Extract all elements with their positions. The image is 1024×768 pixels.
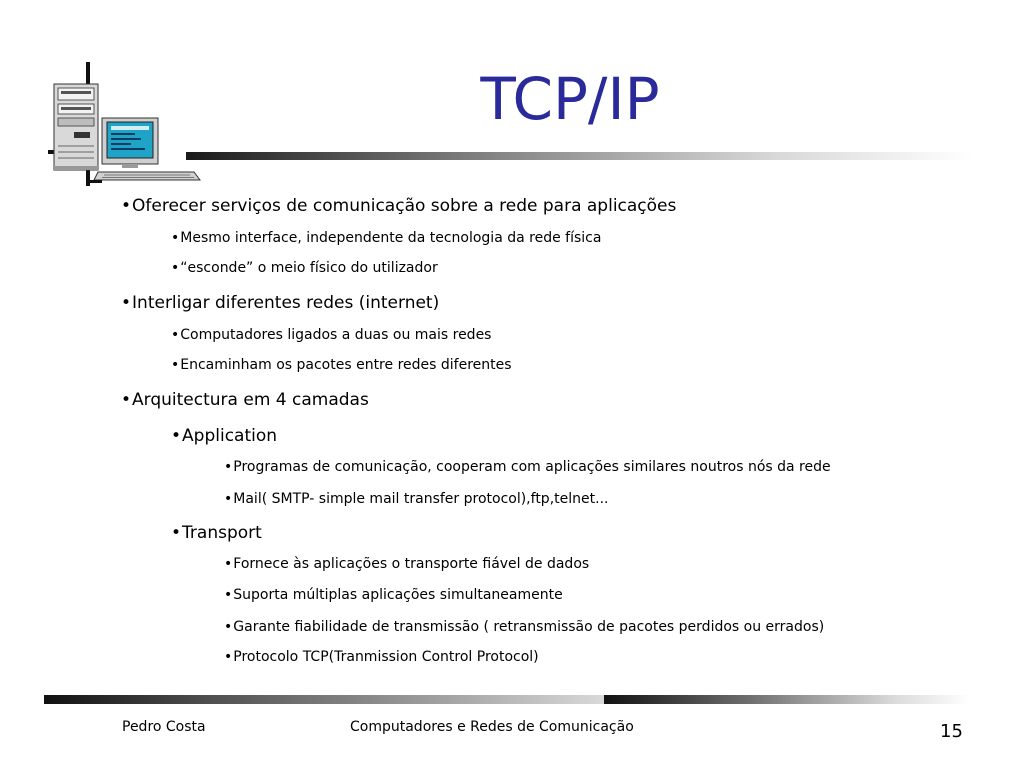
bullet-marker: • [224, 619, 233, 635]
bullet-item [224, 587, 563, 603]
bullet-marker: • [171, 426, 182, 446]
bullet-text: Suporta múltiplas aplicações simultaneamente [233, 587, 563, 603]
bullet-item [224, 649, 539, 665]
bullet-item [171, 327, 491, 343]
bullet-marker: • [121, 196, 132, 216]
bullet-text: Protocolo TCP(Tranmission Control Protocol) [233, 649, 539, 665]
bullet-item [224, 619, 824, 635]
bullet-text: Arquitectura em 4 camadas [132, 390, 369, 410]
footer-rule-left [44, 695, 604, 704]
bullet-text: Garante fiabilidade de transmissão ( retransmissão de pacotes perdidos ou errados) [233, 619, 825, 635]
bullet-marker: • [224, 649, 233, 665]
bullet-item [171, 230, 601, 246]
bullet-item [121, 293, 439, 313]
bullet-text: Mail( SMTP- simple mail transfer protocol),ftp,telnet... [233, 491, 609, 507]
bullet-text: Programas de comunicação, cooperam com aplicações similares noutros nós da rede [233, 459, 831, 475]
bullet-item [121, 390, 369, 410]
bullet-marker: • [171, 357, 180, 373]
bullet-marker: • [224, 587, 233, 603]
page-number: 15 [940, 721, 963, 742]
bullet-item [171, 523, 262, 543]
bullet-item [121, 196, 676, 216]
bullet-marker: • [121, 390, 132, 410]
bullet-marker: • [171, 523, 182, 543]
bullet-marker: • [171, 327, 180, 343]
bullet-text: Transport [182, 523, 262, 543]
computer-illustration [44, 62, 204, 188]
bullet-text: “esconde” o meio físico do utilizador [180, 260, 438, 276]
footer-rule-right [604, 695, 970, 704]
bullet-item [224, 491, 608, 507]
bullet-text: Interligar diferentes redes (internet) [132, 293, 440, 313]
bullet-text: Oferecer serviços de comunicação sobre a rede para aplicações [132, 196, 677, 216]
bullet-marker: • [171, 230, 180, 246]
bullet-marker: • [224, 556, 233, 572]
title-rule [186, 152, 972, 160]
bullet-text: Application [182, 426, 278, 446]
bullet-item [171, 426, 277, 446]
bullet-marker: • [121, 293, 132, 313]
bullet-marker: • [224, 491, 233, 507]
bullet-item [224, 459, 831, 475]
bullet-item [171, 357, 512, 373]
footer-author: Pedro Costa [122, 719, 206, 735]
slide-title: TCP/IP [480, 65, 660, 133]
bullet-item [224, 556, 589, 572]
bullet-marker: • [171, 260, 180, 276]
bullet-marker: • [224, 459, 233, 475]
bullet-text: Mesmo interface, independente da tecnologia da rede física [180, 230, 602, 246]
bullet-text: Computadores ligados a duas ou mais redes [180, 327, 492, 343]
bullet-text: Fornece às aplicações o transporte fiável de dados [233, 556, 590, 572]
bullet-text: Encaminham os pacotes entre redes diferentes [180, 357, 512, 373]
bullet-item [171, 260, 438, 276]
footer-course: Computadores e Redes de Comunicação [350, 719, 634, 735]
